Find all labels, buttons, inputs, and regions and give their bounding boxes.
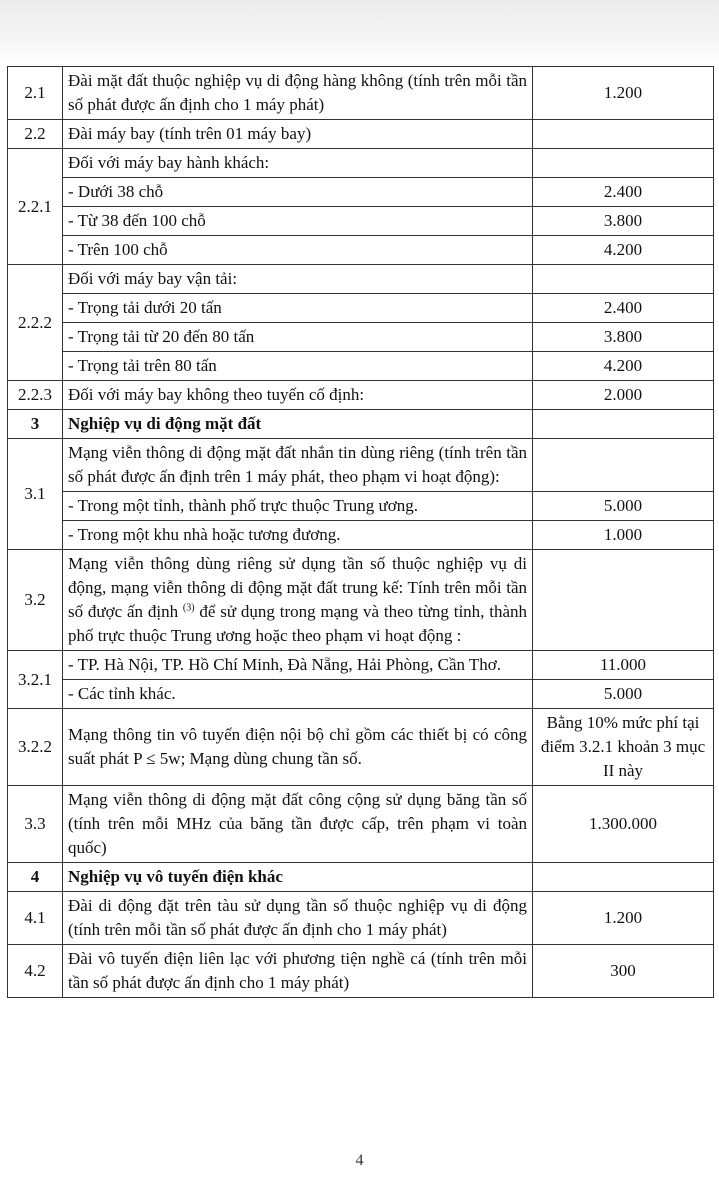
table-row <box>8 236 714 265</box>
item-code: 4.1 <box>8 892 63 945</box>
table-row <box>8 786 714 863</box>
table-row <box>8 680 714 709</box>
section-title: Nghiệp vụ vô tuyến điện khác <box>63 863 533 892</box>
item-description: Mạng thông tin vô tuyến điện nội bộ chỉ gồm các thiết bị có công suất phát P ≤ 5w; Mạng dùng chung tần số. <box>63 709 533 786</box>
table-row <box>8 651 714 680</box>
item-description: Đài vô tuyến điện liên lạc với phương tiện nghề cá (tính trên mỗi tần số phát được ấn định cho 1 máy phát) <box>63 945 533 998</box>
item-code: 3.2.1 <box>8 651 63 709</box>
item-description: - Trong một khu nhà hoặc tương đương. <box>63 521 533 550</box>
item-code: 2.1 <box>8 67 63 120</box>
page-number: 4 <box>355 1152 364 1169</box>
fee-table <box>7 66 714 998</box>
item-fee: 4.200 <box>533 352 714 381</box>
table-row <box>8 67 714 120</box>
item-code: 2.2.2 <box>8 265 63 381</box>
table-row <box>8 550 714 651</box>
item-fee: 1.200 <box>533 892 714 945</box>
footnote-ref: (3) <box>182 602 195 614</box>
table-row <box>8 439 714 492</box>
item-description: Đối với máy bay không theo tuyến cố định: <box>63 381 533 410</box>
item-fee <box>533 863 714 892</box>
description-part: Mạng viễn thông dùng riêng sử dụng tần số thuộc nghiệp vụ di động, mạng viễn thông di động mặt đất trung kế: Tính trên mỗi tần số được ấn định <box>68 554 527 621</box>
table-row <box>8 120 714 149</box>
item-code: 4.2 <box>8 945 63 998</box>
item-heading: Đối với máy bay vận tải: <box>63 265 533 294</box>
item-fee: 1.300.000 <box>533 786 714 863</box>
item-fee <box>533 120 714 149</box>
item-code: 2.2 <box>8 120 63 149</box>
item-fee: 3.800 <box>533 207 714 236</box>
section-row <box>8 410 714 439</box>
item-fee <box>533 149 714 178</box>
item-fee <box>533 410 714 439</box>
item-description: Đài máy bay (tính trên 01 máy bay) <box>63 120 533 149</box>
section-title: Nghiệp vụ di động mặt đất <box>63 410 533 439</box>
item-fee: 1.200 <box>533 67 714 120</box>
description-part: để sử dụng trong mạng và theo từng tỉnh, thành phố trực thuộc Trung ương hoặc theo phạm vi hoạt động : <box>68 602 528 645</box>
item-fee <box>533 439 714 492</box>
item-code: 2.2.1 <box>8 149 63 265</box>
table-row <box>8 294 714 323</box>
item-description: - Dưới 38 chỗ <box>63 178 533 207</box>
item-fee <box>533 265 714 294</box>
item-description: - Các tỉnh khác. <box>63 680 533 709</box>
item-fee: 4.200 <box>533 236 714 265</box>
item-description: - TP. Hà Nội, TP. Hồ Chí Minh, Đà Nẵng, Hải Phòng, Cần Thơ. <box>63 651 533 680</box>
item-fee: 5.000 <box>533 680 714 709</box>
item-code: 3.1 <box>8 439 63 550</box>
item-fee: 2.000 <box>533 381 714 410</box>
table-row <box>8 149 714 178</box>
table-row <box>8 521 714 550</box>
item-code: 3.3 <box>8 786 63 863</box>
item-code: 3.2.2 <box>8 709 63 786</box>
item-code: 2.2.3 <box>8 381 63 410</box>
item-code: 3.2 <box>8 550 63 651</box>
section-code: 3 <box>8 410 63 439</box>
table-row <box>8 381 714 410</box>
item-description: - Trọng tải trên 80 tấn <box>63 352 533 381</box>
item-description: Mạng viễn thông di động mặt đất công cộng sử dụng băng tần số (tính trên mỗi MHz của băng tần được cấp, trên phạm vi toàn quốc) <box>63 786 533 863</box>
item-description <box>63 550 533 651</box>
item-description: - Từ 38 đến 100 chỗ <box>63 207 533 236</box>
item-heading: Mạng viễn thông di động mặt đất nhắn tin dùng riêng (tính trên tần số phát được ấn định trên 1 máy phát, theo phạm vi hoạt động): <box>63 439 533 492</box>
item-description: - Trọng tải từ 20 đến 80 tấn <box>63 323 533 352</box>
table-row <box>8 207 714 236</box>
section-row <box>8 863 714 892</box>
table-row <box>8 352 714 381</box>
item-fee: 2.400 <box>533 294 714 323</box>
item-fee: 2.400 <box>533 178 714 207</box>
table-row <box>8 323 714 352</box>
item-description: - Trọng tải dưới 20 tấn <box>63 294 533 323</box>
item-description: Đài mặt đất thuộc nghiệp vụ di động hàng không (tính trên mỗi tần số phát được ấn định cho 1 máy phát) <box>63 67 533 120</box>
item-heading: Đối với máy bay hành khách: <box>63 149 533 178</box>
table-row <box>8 709 714 786</box>
item-fee <box>533 550 714 651</box>
table-row <box>8 492 714 521</box>
item-fee: 300 <box>533 945 714 998</box>
item-description: - Trên 100 chỗ <box>63 236 533 265</box>
item-fee: Bằng 10% mức phí tại điểm 3.2.1 khoản 3 mục II này <box>533 709 714 786</box>
table-row <box>8 945 714 998</box>
item-description: Đài di động đặt trên tàu sử dụng tần số thuộc nghiệp vụ di động (tính trên mỗi tần số phát được ấn định cho 1 máy phát) <box>63 892 533 945</box>
section-code: 4 <box>8 863 63 892</box>
item-fee: 3.800 <box>533 323 714 352</box>
item-fee: 5.000 <box>533 492 714 521</box>
table-row <box>8 892 714 945</box>
item-description: - Trong một tỉnh, thành phố trực thuộc Trung ương. <box>63 492 533 521</box>
table-row <box>8 178 714 207</box>
table-row <box>8 265 714 294</box>
item-fee: 1.000 <box>533 521 714 550</box>
scan-top-margin <box>0 0 719 64</box>
item-fee: 11.000 <box>533 651 714 680</box>
